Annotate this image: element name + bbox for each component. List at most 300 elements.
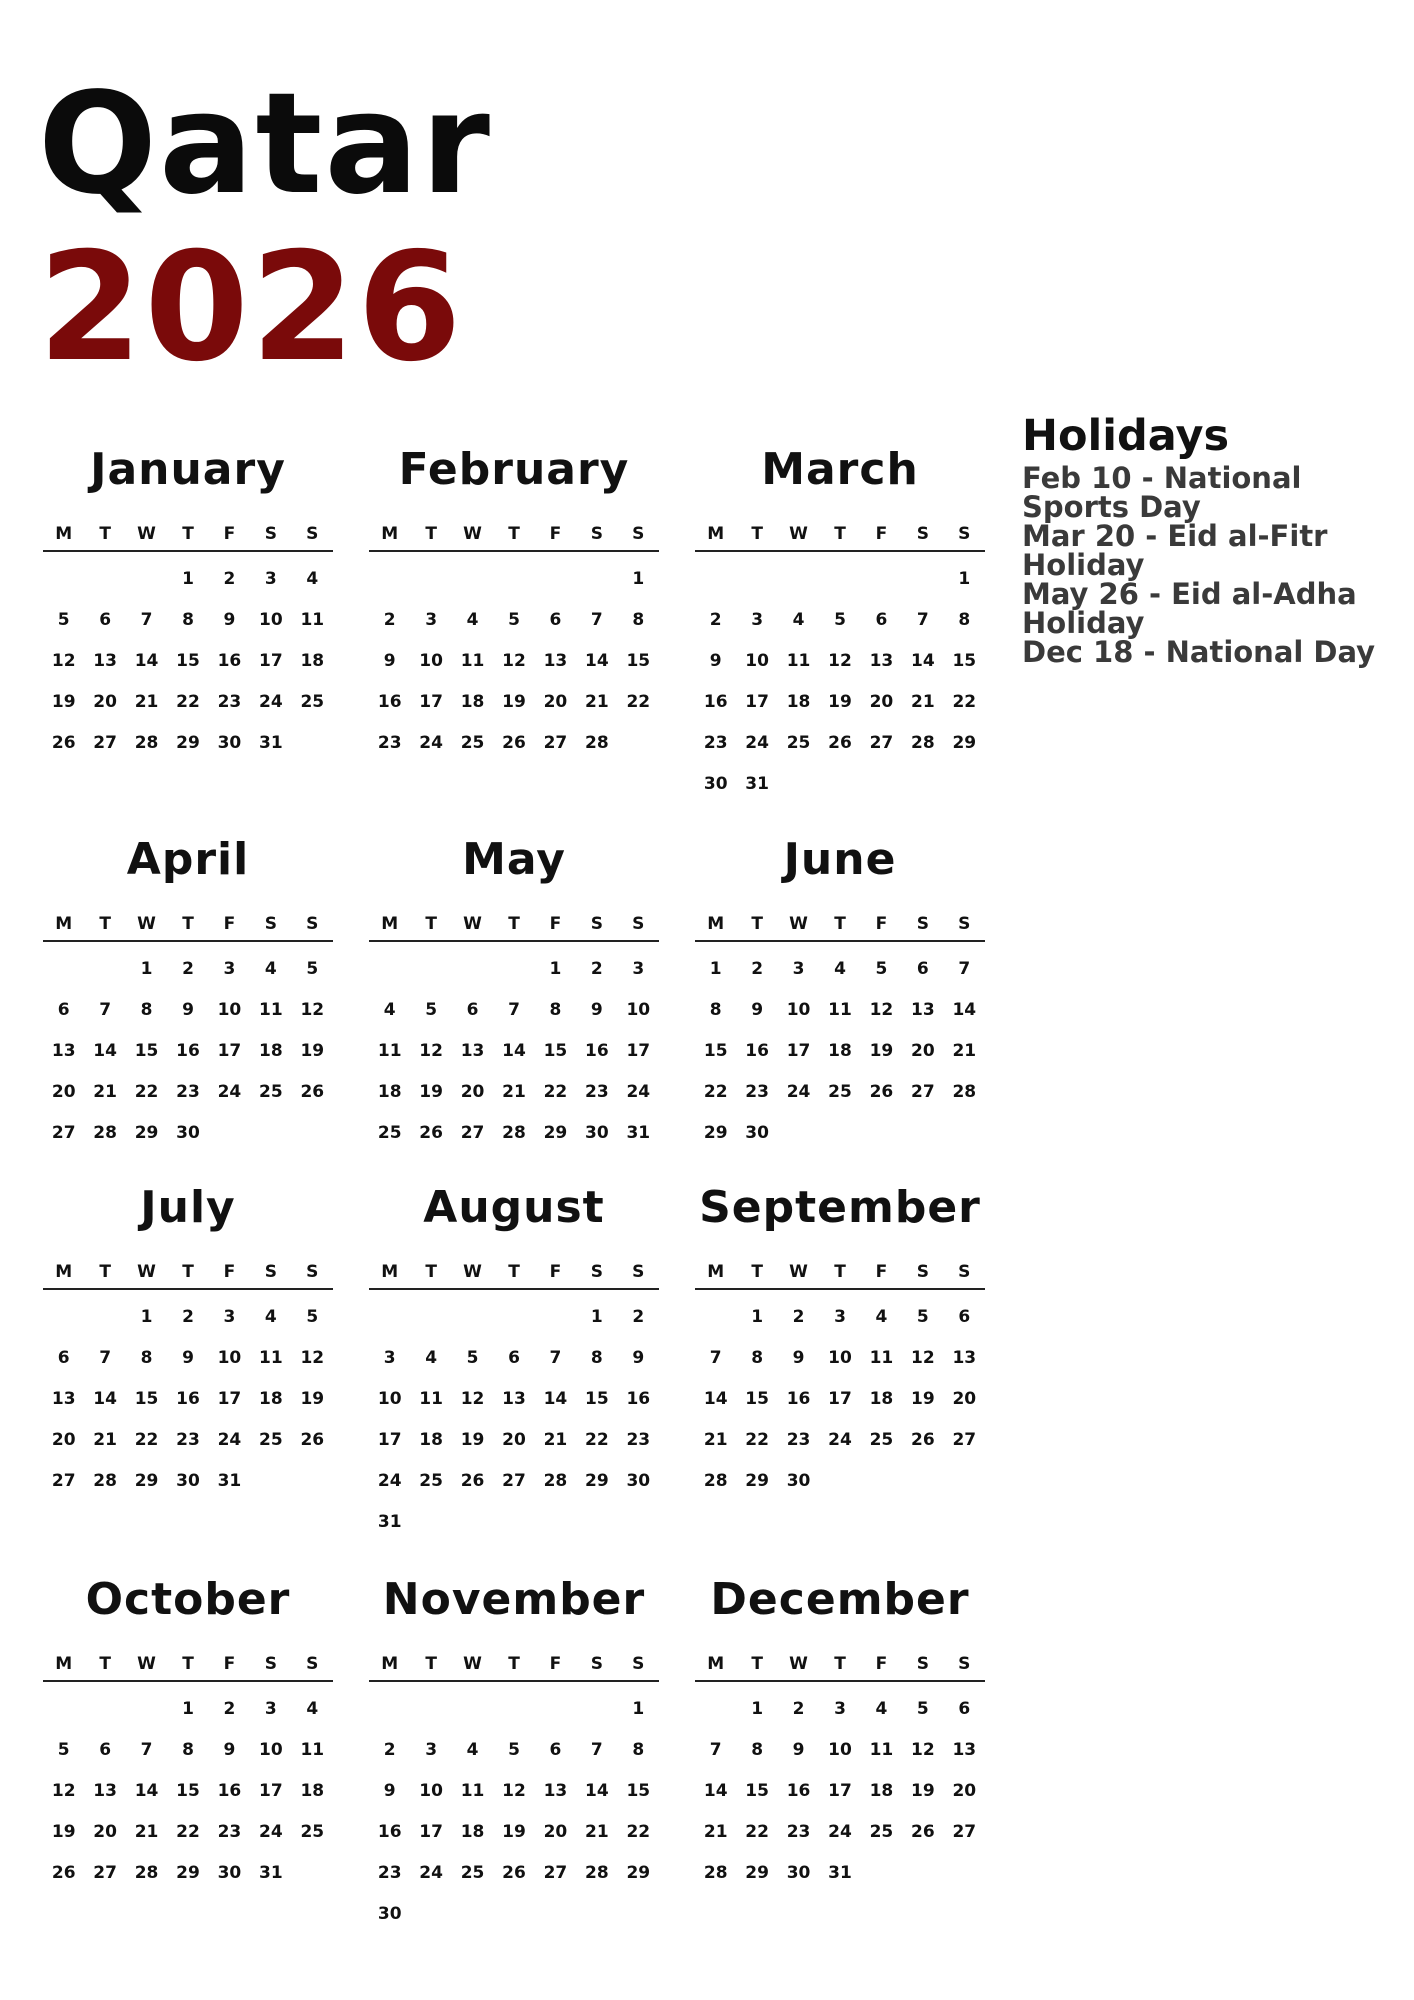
day-cell: 3 <box>792 958 805 979</box>
day-cell: 24 <box>419 1862 443 1883</box>
day-cell: 19 <box>51 1821 76 1842</box>
day-cell: 10 <box>828 1347 852 1368</box>
day-cell: 15 <box>585 1388 609 1409</box>
empty-day-cell <box>493 948 534 989</box>
day-cell: 4 <box>425 1347 438 1368</box>
day-cell: 1 <box>958 568 971 589</box>
empty-day-cell <box>84 948 125 989</box>
month-november <box>369 1570 659 1930</box>
month-name: November <box>382 1574 646 1625</box>
day-cell: 14 <box>502 1040 526 1061</box>
empty-day-cell <box>535 1688 576 1729</box>
day-cell: 3 <box>834 1306 846 1327</box>
empty-day-cell <box>43 1296 84 1337</box>
empty-day-cell <box>369 1688 410 1729</box>
day-cell: 30 <box>786 1862 811 1883</box>
day-cell: 24 <box>259 1821 283 1842</box>
weekday-label: W <box>137 1654 156 1674</box>
day-cell: 16 <box>786 1780 811 1801</box>
day-cell: 13 <box>93 650 117 671</box>
day-cell: 12 <box>869 999 894 1020</box>
day-cell: 16 <box>745 1040 769 1061</box>
weekday-label: W <box>789 1262 808 1282</box>
month-july <box>43 1178 333 1570</box>
day-cell: 11 <box>419 1388 443 1409</box>
day-cell: 14 <box>543 1388 568 1409</box>
weekday-label: S <box>590 524 603 544</box>
day-cell: 28 <box>134 732 159 753</box>
day-cell: 21 <box>703 1429 728 1450</box>
weekday-label: S <box>590 1654 603 1674</box>
day-cell: 18 <box>300 650 325 671</box>
day-cell: 12 <box>911 1739 935 1760</box>
day-cell: 6 <box>875 609 888 630</box>
day-cell: 9 <box>223 609 236 630</box>
weekday-label: M <box>55 914 73 934</box>
day-cell: 24 <box>626 1081 651 1102</box>
day-cell: 28 <box>502 1122 526 1143</box>
day-cell: 22 <box>176 691 200 712</box>
weekday-label: S <box>632 914 645 934</box>
weekday-label: W <box>463 1654 482 1674</box>
day-cell: 19 <box>419 1081 443 1102</box>
day-cell: 7 <box>590 609 603 630</box>
day-cell: 23 <box>626 1429 651 1450</box>
day-cell: 24 <box>419 732 443 753</box>
weekday-label: T <box>425 524 437 544</box>
day-cell: 15 <box>543 1040 568 1061</box>
day-cell: 5 <box>306 1306 319 1327</box>
days-grid <box>695 942 985 1153</box>
day-cell: 20 <box>543 691 568 712</box>
day-cell: 9 <box>223 1739 236 1760</box>
weekday-label: S <box>306 524 319 544</box>
day-cell: 19 <box>51 691 76 712</box>
day-cell: 8 <box>182 609 194 630</box>
day-cell: 6 <box>549 1739 562 1760</box>
day-cell: 13 <box>543 1780 568 1801</box>
day-cell: 28 <box>543 1470 568 1491</box>
day-cell: 2 <box>792 1698 805 1719</box>
day-cell: 10 <box>217 999 242 1020</box>
day-cell: 25 <box>869 1821 894 1842</box>
day-cell: 29 <box>585 1470 609 1491</box>
day-cell: 28 <box>585 1862 609 1883</box>
day-cell: 29 <box>134 1470 159 1491</box>
weekday-label: S <box>306 1262 319 1282</box>
day-cell: 6 <box>958 1698 971 1719</box>
empty-day-cell <box>535 1296 576 1337</box>
month-october <box>43 1570 333 1930</box>
day-cell: 20 <box>93 691 117 712</box>
day-cell: 2 <box>632 1306 645 1327</box>
days-grid <box>369 1682 659 1934</box>
day-cell: 18 <box>419 1429 443 1450</box>
day-cell: 15 <box>134 1388 159 1409</box>
weekday-label: W <box>789 914 808 934</box>
day-cell: 31 <box>828 1862 852 1883</box>
weekday-label: T <box>508 914 520 934</box>
day-cell: 2 <box>383 609 396 630</box>
day-cell: 20 <box>952 1780 977 1801</box>
day-cell: 11 <box>869 1347 894 1368</box>
day-cell: 5 <box>508 1739 520 1760</box>
weekday-label: F <box>223 1654 236 1674</box>
day-cell: 10 <box>419 650 443 671</box>
day-cell: 28 <box>911 732 935 753</box>
weekday-label: S <box>632 1262 645 1282</box>
month-june <box>695 830 985 1178</box>
day-cell: 7 <box>508 999 520 1020</box>
day-cell: 26 <box>51 1862 76 1883</box>
day-cell: 11 <box>259 1347 283 1368</box>
day-cell: 16 <box>176 1040 200 1061</box>
day-cell: 14 <box>585 1780 609 1801</box>
weekday-label: M <box>55 1654 73 1674</box>
day-cell: 1 <box>140 958 153 979</box>
day-cell: 2 <box>751 958 764 979</box>
day-cell: 25 <box>300 1821 325 1842</box>
day-cell: 3 <box>425 609 438 630</box>
weekday-label: S <box>306 914 319 934</box>
day-cell: 18 <box>460 1821 485 1842</box>
day-cell: 30 <box>585 1122 609 1143</box>
day-cell: 22 <box>952 691 977 712</box>
day-cell: 21 <box>134 1821 159 1842</box>
day-cell: 23 <box>703 732 728 753</box>
day-cell: 29 <box>626 1862 651 1883</box>
day-cell: 22 <box>626 1821 651 1842</box>
day-cell: 5 <box>57 609 70 630</box>
day-cell: 1 <box>632 568 645 589</box>
day-cell: 21 <box>502 1081 526 1102</box>
day-cell: 19 <box>300 1388 325 1409</box>
day-cell: 30 <box>217 1862 242 1883</box>
day-cell: 20 <box>93 1821 117 1842</box>
day-cell: 4 <box>264 958 277 979</box>
weekday-label: S <box>590 1262 603 1282</box>
day-cell: 8 <box>709 999 722 1020</box>
day-cell: 22 <box>543 1081 568 1102</box>
day-cell: 27 <box>869 732 894 753</box>
day-cell: 21 <box>911 691 935 712</box>
month-name: May <box>462 834 566 885</box>
day-cell: 2 <box>709 609 722 630</box>
weekday-header <box>369 908 659 942</box>
day-cell: 1 <box>751 1306 764 1327</box>
weekday-label: T <box>508 1654 520 1674</box>
day-cell: 23 <box>176 1081 200 1102</box>
day-cell: 28 <box>585 732 609 753</box>
day-cell: 25 <box>828 1081 852 1102</box>
day-cell: 30 <box>217 732 242 753</box>
day-cell: 15 <box>745 1780 769 1801</box>
day-cell: 14 <box>703 1780 728 1801</box>
day-cell: 3 <box>751 609 764 630</box>
day-cell: 13 <box>51 1388 76 1409</box>
day-cell: 29 <box>745 1470 769 1491</box>
day-cell: 22 <box>134 1429 159 1450</box>
day-cell: 15 <box>952 650 977 671</box>
day-cell: 27 <box>911 1081 935 1102</box>
day-cell: 27 <box>952 1821 977 1842</box>
day-cell: 13 <box>952 1347 977 1368</box>
day-cell: 28 <box>134 1862 159 1883</box>
day-cell: 18 <box>300 1780 325 1801</box>
day-cell: 26 <box>460 1470 485 1491</box>
day-cell: 4 <box>466 1739 479 1760</box>
day-cell: 3 <box>383 1347 396 1368</box>
month-september <box>695 1178 985 1570</box>
weekday-label: S <box>264 914 277 934</box>
month-december <box>695 1570 985 1930</box>
day-cell: 13 <box>502 1388 526 1409</box>
day-cell: 24 <box>786 1081 811 1102</box>
day-cell: 1 <box>751 1698 764 1719</box>
day-cell: 17 <box>786 1040 811 1061</box>
day-cell: 26 <box>51 732 76 753</box>
empty-day-cell <box>695 1296 736 1337</box>
day-cell: 23 <box>176 1429 200 1450</box>
month-name: February <box>398 444 630 495</box>
empty-day-cell <box>369 1296 410 1337</box>
day-cell: 14 <box>703 1388 728 1409</box>
weekday-label: W <box>463 914 482 934</box>
day-cell: 14 <box>585 650 609 671</box>
day-cell: 26 <box>300 1081 325 1102</box>
day-cell: 27 <box>93 732 117 753</box>
day-cell: 9 <box>792 1739 805 1760</box>
holiday-item: Dec 18 - National Day <box>1022 635 1376 669</box>
day-cell: 19 <box>869 1040 894 1061</box>
weekday-header <box>695 908 985 942</box>
holidays-panel <box>1022 410 1402 667</box>
day-cell: 8 <box>590 1347 603 1368</box>
day-cell: 31 <box>259 732 283 753</box>
empty-day-cell <box>861 558 902 599</box>
day-cell: 23 <box>745 1081 769 1102</box>
days-grid <box>43 552 333 763</box>
day-cell: 6 <box>57 999 70 1020</box>
weekday-label: T <box>99 914 111 934</box>
day-cell: 13 <box>51 1040 76 1061</box>
month-name: August <box>423 1182 605 1233</box>
day-cell: 20 <box>869 691 894 712</box>
weekday-label: W <box>137 1262 156 1282</box>
month-name: June <box>783 834 897 885</box>
empty-day-cell <box>84 558 125 599</box>
empty-day-cell <box>576 558 617 599</box>
day-cell: 27 <box>543 1862 568 1883</box>
day-cell: 1 <box>182 1698 194 1719</box>
day-cell: 5 <box>875 958 888 979</box>
weekday-label: M <box>381 1654 399 1674</box>
day-cell: 26 <box>300 1429 325 1450</box>
day-cell: 15 <box>626 1780 651 1801</box>
weekday-label: W <box>789 524 808 544</box>
day-cell: 28 <box>93 1122 117 1143</box>
day-cell: 20 <box>502 1429 526 1450</box>
day-cell: 22 <box>626 691 651 712</box>
weekday-label: F <box>875 1654 888 1674</box>
day-cell: 5 <box>466 1347 479 1368</box>
day-cell: 19 <box>911 1780 935 1801</box>
day-cell: 9 <box>383 650 396 671</box>
day-cell: 2 <box>792 1306 805 1327</box>
day-cell: 9 <box>182 1347 194 1368</box>
day-cell: 17 <box>217 1388 242 1409</box>
day-cell: 17 <box>419 1821 443 1842</box>
weekday-label: S <box>916 1262 929 1282</box>
day-cell: 8 <box>632 609 645 630</box>
day-cell: 7 <box>99 999 112 1020</box>
day-cell: 10 <box>828 1739 852 1760</box>
day-cell: 3 <box>264 1698 277 1719</box>
day-cell: 5 <box>834 609 846 630</box>
day-cell: 12 <box>51 650 76 671</box>
weekday-label: T <box>99 1654 111 1674</box>
day-cell: 1 <box>709 958 722 979</box>
month-name: October <box>85 1574 291 1625</box>
weekday-label: W <box>463 524 482 544</box>
day-cell: 22 <box>745 1821 769 1842</box>
month-name: January <box>90 444 286 495</box>
weekday-label: S <box>958 524 971 544</box>
day-cell: 30 <box>703 773 728 794</box>
day-cell: 9 <box>709 650 722 671</box>
weekday-label: T <box>182 524 194 544</box>
day-cell: 10 <box>377 1388 402 1409</box>
empty-day-cell <box>695 558 736 599</box>
day-cell: 2 <box>590 958 603 979</box>
weekday-label: M <box>55 1262 73 1282</box>
day-cell: 10 <box>626 999 651 1020</box>
weekday-label: S <box>958 1262 971 1282</box>
weekday-label: F <box>223 524 236 544</box>
day-cell: 27 <box>952 1429 977 1450</box>
day-cell: 21 <box>543 1429 568 1450</box>
day-cell: 2 <box>223 568 236 589</box>
days-grid <box>695 1682 985 1893</box>
day-cell: 26 <box>502 1862 526 1883</box>
day-cell: 22 <box>703 1081 728 1102</box>
day-cell: 7 <box>140 609 153 630</box>
day-cell: 20 <box>460 1081 485 1102</box>
day-cell: 17 <box>377 1429 402 1450</box>
day-cell: 31 <box>626 1122 651 1143</box>
day-cell: 29 <box>952 732 977 753</box>
day-cell: 4 <box>875 1306 888 1327</box>
day-cell: 10 <box>419 1780 443 1801</box>
day-cell: 19 <box>911 1388 935 1409</box>
day-cell: 14 <box>911 650 935 671</box>
day-cell: 30 <box>626 1470 651 1491</box>
day-cell: 13 <box>952 1739 977 1760</box>
day-cell: 18 <box>259 1040 283 1061</box>
day-cell: 27 <box>51 1122 76 1143</box>
day-cell: 24 <box>828 1429 852 1450</box>
day-cell: 31 <box>377 1511 402 1532</box>
day-cell: 1 <box>632 1698 645 1719</box>
weekday-label: S <box>958 1654 971 1674</box>
days-grid <box>43 942 333 1153</box>
day-cell: 18 <box>869 1780 894 1801</box>
month-august <box>369 1178 659 1570</box>
day-cell: 7 <box>590 1739 603 1760</box>
weekday-label: S <box>916 524 929 544</box>
day-cell: 29 <box>543 1122 568 1143</box>
weekday-label: M <box>707 1654 725 1674</box>
day-cell: 4 <box>875 1698 888 1719</box>
days-grid <box>369 552 659 763</box>
weekday-label: W <box>463 1262 482 1282</box>
day-cell: 25 <box>419 1470 443 1491</box>
weekday-label: T <box>182 1654 194 1674</box>
day-cell: 9 <box>632 1347 645 1368</box>
day-cell: 27 <box>543 732 568 753</box>
weekday-label: T <box>751 914 763 934</box>
weekday-header <box>43 1648 333 1682</box>
day-cell: 5 <box>916 1698 929 1719</box>
day-cell: 29 <box>703 1122 728 1143</box>
day-cell: 1 <box>140 1306 153 1327</box>
month-january <box>43 440 333 830</box>
holiday-list <box>1022 461 1402 669</box>
empty-day-cell <box>493 1688 534 1729</box>
day-cell: 16 <box>703 691 728 712</box>
weekday-label: F <box>875 524 888 544</box>
day-cell: 29 <box>176 732 200 753</box>
day-cell: 16 <box>176 1388 200 1409</box>
day-cell: 20 <box>51 1081 76 1102</box>
weekday-label: M <box>55 524 73 544</box>
weekday-label: T <box>751 524 763 544</box>
day-cell: 21 <box>134 691 159 712</box>
empty-day-cell <box>43 948 84 989</box>
day-cell: 26 <box>869 1081 894 1102</box>
day-cell: 22 <box>585 1429 609 1450</box>
weekday-label: F <box>549 524 562 544</box>
day-cell: 17 <box>259 1780 283 1801</box>
calendar-title-year: 2026 <box>38 221 464 395</box>
day-cell: 4 <box>264 1306 277 1327</box>
day-cell: 8 <box>182 1739 194 1760</box>
day-cell: 25 <box>460 1862 485 1883</box>
day-cell: 9 <box>590 999 603 1020</box>
day-cell: 30 <box>745 1122 769 1143</box>
day-cell: 23 <box>377 732 402 753</box>
day-cell: 1 <box>590 1306 603 1327</box>
day-cell: 21 <box>952 1040 977 1061</box>
day-cell: 11 <box>259 999 283 1020</box>
day-cell: 31 <box>745 773 769 794</box>
weekday-label: T <box>834 524 846 544</box>
months-grid <box>43 440 985 1930</box>
day-cell: 17 <box>217 1040 242 1061</box>
day-cell: 19 <box>502 1821 526 1842</box>
weekday-label: F <box>223 1262 236 1282</box>
day-cell: 11 <box>300 609 325 630</box>
day-cell: 21 <box>585 691 609 712</box>
day-cell: 18 <box>377 1081 402 1102</box>
weekday-label: S <box>590 914 603 934</box>
day-cell: 16 <box>786 1388 811 1409</box>
day-cell: 22 <box>176 1821 200 1842</box>
weekday-label: T <box>425 1262 437 1282</box>
weekday-label: S <box>264 1262 277 1282</box>
day-cell: 18 <box>786 691 811 712</box>
holiday-item: Mar 20 - Eid al-Fitr Holiday <box>1022 519 1328 582</box>
